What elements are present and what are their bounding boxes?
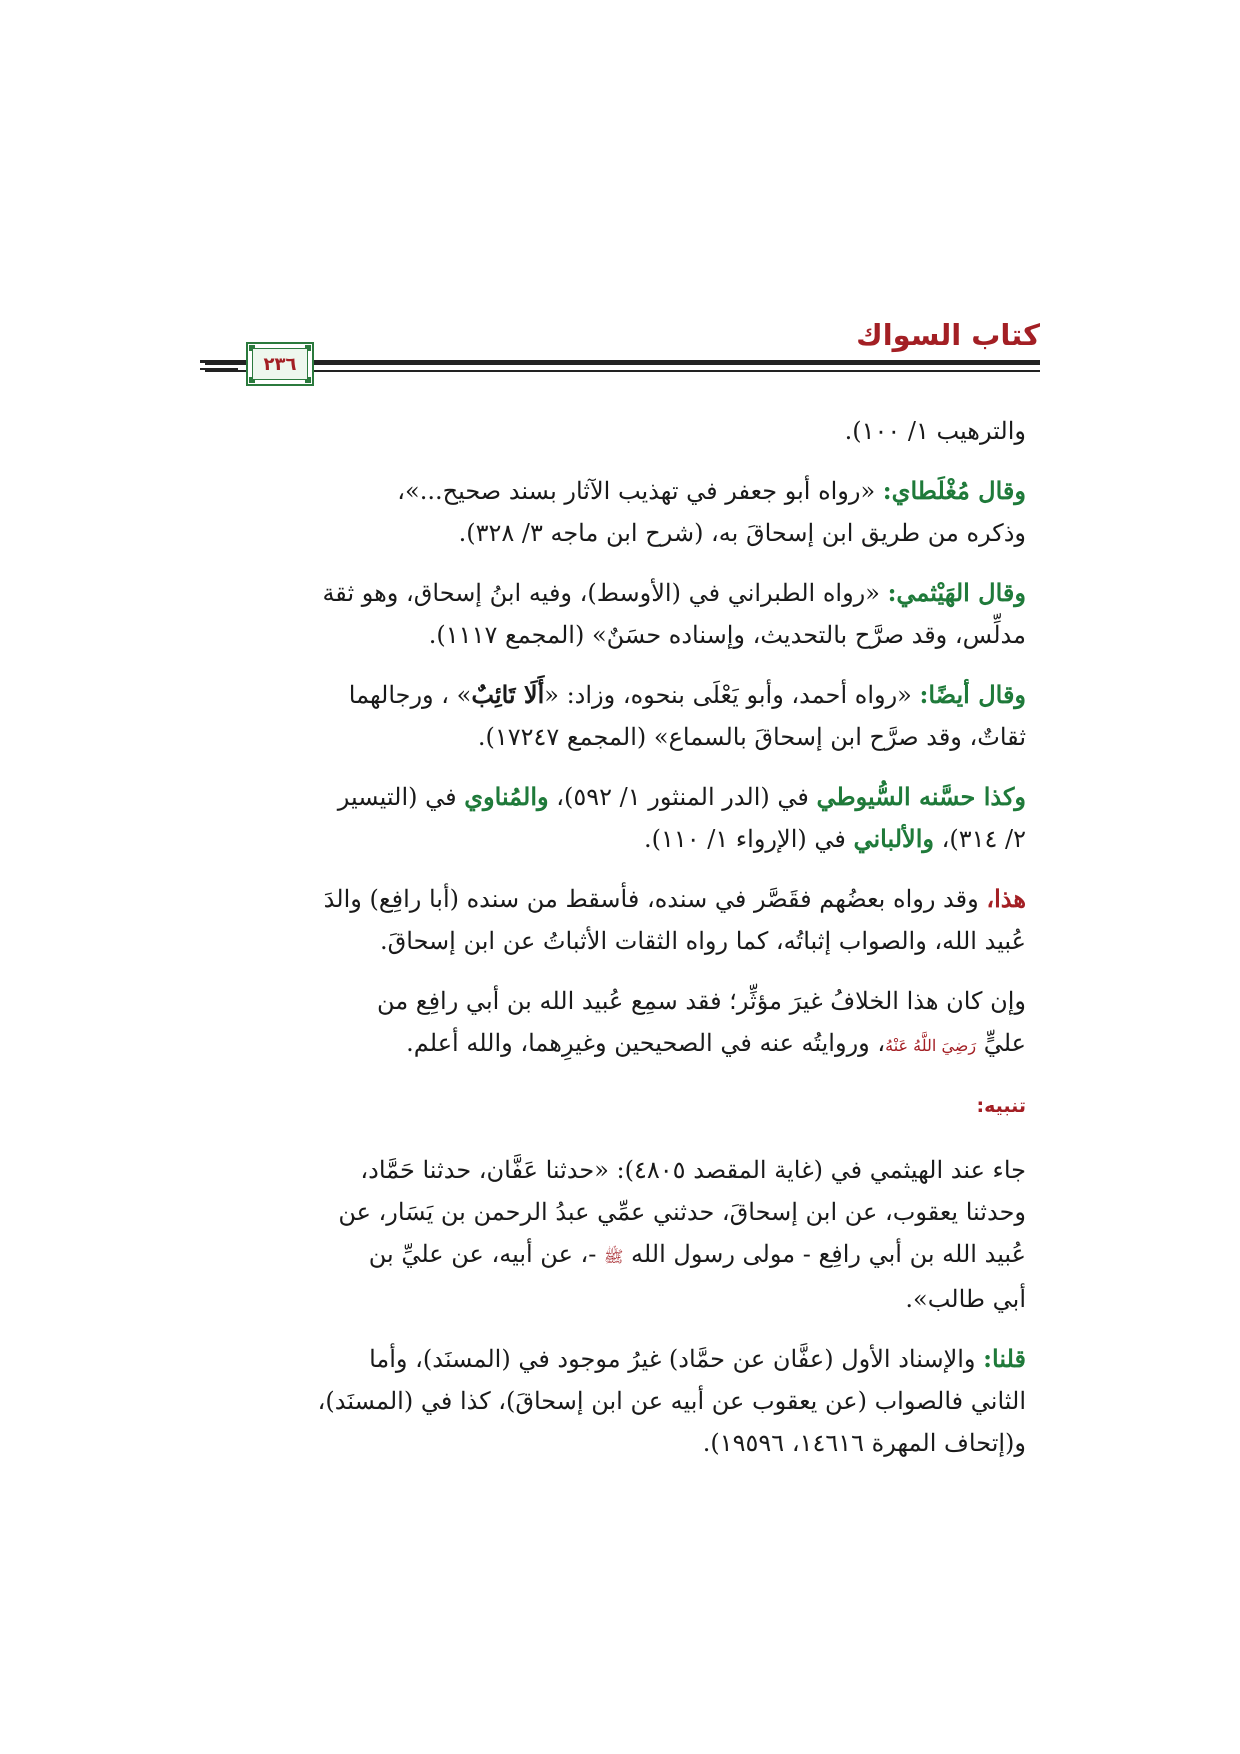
- text-span: في (الإرواء ١/ ١١٠).: [643, 825, 854, 853]
- page-number-frame: [246, 342, 314, 386]
- text-line: وحدثنا يعقوب، عن ابن إسحاقَ، حدثني عمِّي عبدُ الرحمن بن يَسَار، عن: [338, 1198, 1026, 1226]
- paragraph-3: [218, 572, 1026, 656]
- scholar-label: وكذا حسَّنه السُّيوطي: [816, 782, 1026, 811]
- scholar-label: والألباني: [853, 824, 934, 853]
- speaker-label: وقال مُغْلَطاي:: [882, 476, 1026, 505]
- honorific-glyph: ﷺ: [604, 1247, 624, 1266]
- text-span: ، وروايتُه عنه في الصحيحين وغيرِهما، والله أعلم.: [406, 1029, 886, 1057]
- paragraph-4: [218, 674, 1026, 758]
- text-span: -، عن أبيه، عن عليِّ بن: [368, 1240, 604, 1268]
- text-line: [218, 1233, 1026, 1278]
- text-line: [218, 878, 1026, 920]
- page-number: ٢٣٦: [263, 353, 297, 375]
- paragraph-8: [218, 1149, 1026, 1320]
- text-span: ٢/ ٣١٤)،: [933, 825, 1026, 853]
- text-line: [218, 674, 1026, 716]
- text-line: [218, 1022, 1026, 1067]
- header-rule-thin: [205, 370, 1040, 372]
- text-line: وذكره من طريق ابن إسحاقَ به، (شرح ابن ماجه ٣/ ٣٢٨).: [458, 519, 1026, 547]
- emphasis-label: هذا،: [986, 884, 1026, 913]
- header-rule-left-bottom: [200, 368, 238, 370]
- text-line: وإن كان هذا الخلافُ غيرَ مؤثِّر؛ فقد سمِع عُبيد الله بن أبي رافِع من: [377, 987, 1026, 1015]
- text-span: والإسناد الأول (عفَّان عن حمَّاد) غيرُ موجود في (المسنَد)، وأما: [369, 1345, 984, 1373]
- text-span: «رواه أبو جعفر في تهذيب الآثار بسند صحيح...»،: [397, 477, 883, 505]
- text-line: [218, 776, 1026, 818]
- header-rule-left-top: [200, 360, 238, 363]
- emphasis-label: قلنا:: [983, 1344, 1026, 1373]
- speaker-label: وقال الهَيْثمي:: [887, 578, 1026, 607]
- honorific-glyph: رَضِيَ اللَّهُ عَنْهُ: [885, 1036, 977, 1055]
- text-span: في (التيسير: [337, 783, 465, 811]
- book-title: كتاب السواك: [856, 318, 1040, 352]
- text-line: [218, 1338, 1026, 1380]
- text-span: عُبيد الله بن أبي رافِع - مولى رسول الله: [623, 1240, 1026, 1268]
- text-line: الثاني فالصواب (عن يعقوب عن أبيه عن ابن إسحاقَ)، كذا في (المسنَد)،: [317, 1387, 1026, 1415]
- header-rule-thick: [205, 360, 1040, 365]
- text-span: عليٍّ: [976, 1029, 1026, 1057]
- text-line: عُبيد الله، والصواب إثباتُه، كما رواه الثقات الأثباتُ عن ابن إسحاقَ.: [380, 927, 1026, 955]
- text-span: «رواه الطبراني في (الأوسط)، وفيه ابنُ إسحاق، وهو ثقة: [322, 579, 888, 607]
- paragraph-2: [218, 470, 1026, 554]
- page-content: [218, 410, 1026, 1482]
- note-heading: تنبيه:: [976, 1095, 1026, 1117]
- text-span: » ، ورجالهما: [348, 681, 472, 709]
- text-line: [218, 572, 1026, 614]
- page-number-inner: [252, 348, 308, 380]
- paragraph-5: [218, 776, 1026, 860]
- scholar-label: والمُناوي: [464, 782, 549, 811]
- text-line: [218, 818, 1026, 860]
- quoted-phrase: أَلَا تَائِبٌ: [471, 680, 545, 709]
- text-line: ثقاتٌ، وقد صرَّح ابن إسحاقَ بالسماع» (المجمع ١٧٢٤٧).: [477, 723, 1026, 751]
- text-line: مدلِّس، وقد صرَّح بالتحديث، وإسناده حسَنٌ» (المجمع ١١١٧).: [428, 621, 1026, 649]
- paragraph-1: [218, 410, 1026, 452]
- text-span: وقد رواه بعضُهم فقَصَّر في سنده، فأسقط من سنده (أبا رافِع) والدَ: [323, 885, 987, 913]
- text-line: أبي طالب».: [905, 1285, 1026, 1313]
- page-header: [200, 318, 1040, 393]
- text-span: في (الدر المنثور ١/ ٥٩٢)،: [548, 783, 817, 811]
- text-span: «رواه أحمد، وأبو يَعْلَى بنحوه، وزاد: «: [544, 681, 920, 709]
- text-line: والترهيب ١/ ١٠٠).: [844, 417, 1026, 445]
- text-line: [218, 470, 1026, 512]
- text-line: جاء عند الهيثمي في (غاية المقصد ٤٨٠٥): «حدثنا عَفَّان، حدثنا حَمَّاد،: [360, 1156, 1026, 1184]
- text-line: و(إتحاف المهرة ١٤٦١٦، ١٩٥٩٦).: [702, 1429, 1026, 1457]
- paragraph-7: [218, 980, 1026, 1067]
- speaker-label: وقال أيضًا:: [919, 680, 1026, 709]
- paragraph-9: [218, 1338, 1026, 1464]
- paragraph-6: [218, 878, 1026, 962]
